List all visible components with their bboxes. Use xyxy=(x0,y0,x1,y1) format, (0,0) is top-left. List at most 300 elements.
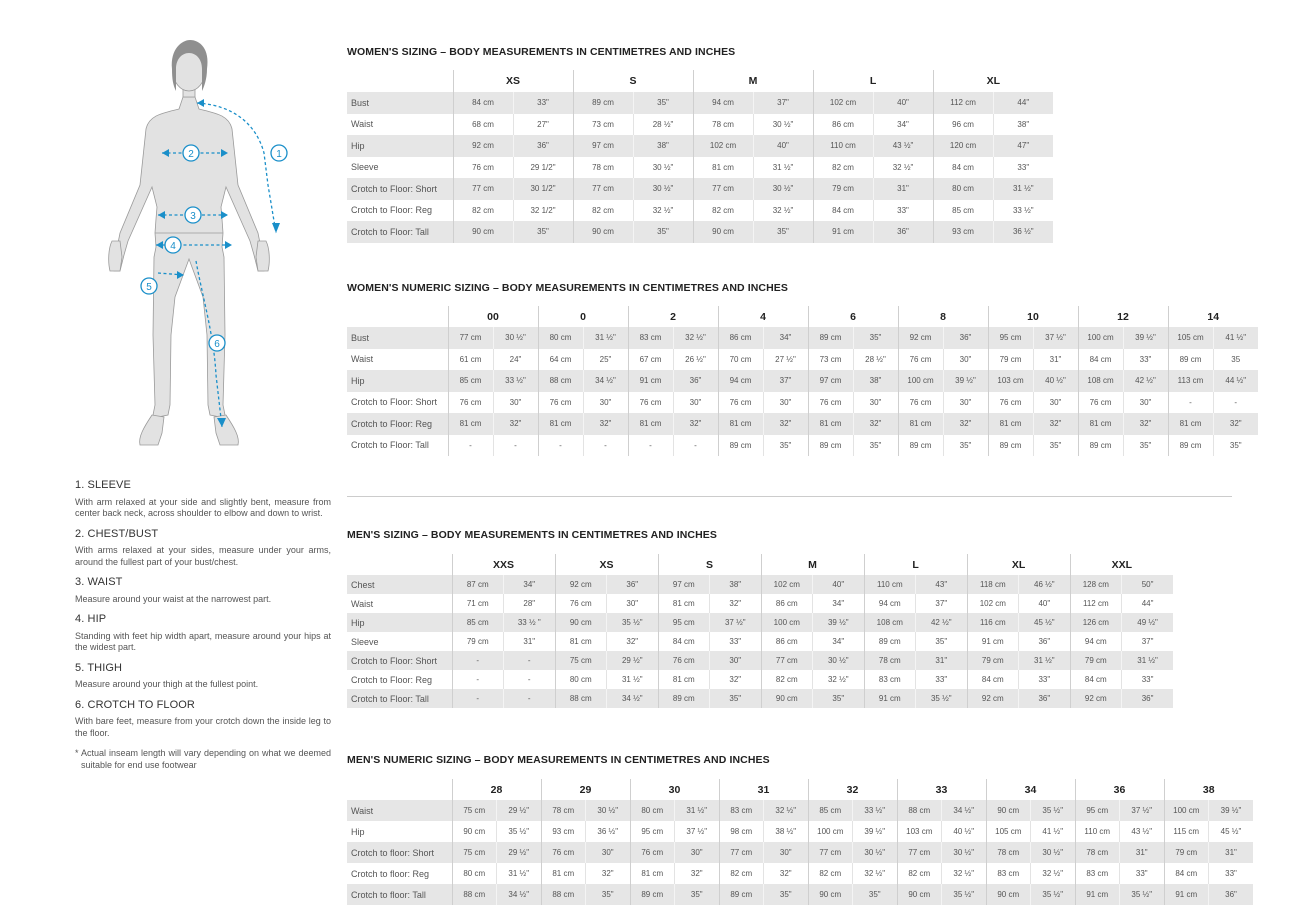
table-row xyxy=(347,349,1258,371)
table-row xyxy=(347,435,1258,457)
cell-inch: 30 ½" xyxy=(942,842,987,863)
guide-sleeve xyxy=(75,480,331,520)
cell-inch: 36" xyxy=(1019,632,1071,651)
cell-inch: 40" xyxy=(873,92,933,114)
cell-cm: 90 cm xyxy=(452,821,497,842)
cell-cm: 90 cm xyxy=(986,800,1031,821)
cell-inch: 32 ½" xyxy=(942,863,987,884)
cell-cm: 81 cm xyxy=(1168,413,1213,435)
cell-cm: 83 cm xyxy=(628,327,673,349)
cell-cm: 85 cm xyxy=(448,370,493,392)
table-row xyxy=(347,575,1173,594)
size-header: 0 xyxy=(538,306,628,327)
cell-cm: 84 cm xyxy=(1070,670,1122,689)
table-row xyxy=(347,178,1053,200)
cell-inch: 31 ½" xyxy=(583,327,628,349)
cell-inch: 29 ½" xyxy=(607,651,659,670)
cell-cm: 80 cm xyxy=(555,670,607,689)
table-row xyxy=(347,884,1253,905)
size-grid xyxy=(347,70,1053,243)
cell-inch: 35" xyxy=(1123,435,1168,457)
table-row xyxy=(347,370,1258,392)
cell-cm: 85 cm xyxy=(808,800,853,821)
section-divider xyxy=(347,496,1232,497)
cell-inch: 33 ½" xyxy=(493,370,538,392)
table-row xyxy=(347,392,1258,414)
cell-inch: 34" xyxy=(813,632,865,651)
cell-inch: 36" xyxy=(943,327,988,349)
cell-inch: 24" xyxy=(493,349,538,371)
cell-cm: 77 cm xyxy=(453,178,513,200)
cell-inch: 35 ½" xyxy=(916,689,968,708)
cell-cm: 105 cm xyxy=(1168,327,1213,349)
cell-inch: 32" xyxy=(853,413,898,435)
cell-cm: 73 cm xyxy=(808,349,853,371)
cell-inch: 28 ½" xyxy=(633,114,693,136)
cell-inch: 28" xyxy=(504,594,556,613)
table-row xyxy=(347,670,1173,689)
table-row xyxy=(347,221,1053,243)
cell-cm: 77 cm xyxy=(808,842,853,863)
cell-cm: 102 cm xyxy=(693,135,753,157)
cell-cm: 81 cm xyxy=(1078,413,1123,435)
cell-cm: 90 cm xyxy=(761,689,813,708)
womens-sizing-title: WOMEN'S SIZING – BODY MEASUREMENTS IN CENTIMETRES AND INCHES xyxy=(347,46,736,58)
table-row xyxy=(347,200,1053,222)
cell-cm: 113 cm xyxy=(1168,370,1213,392)
cell-inch: 35" xyxy=(853,327,898,349)
guide-title: 5. THIGH xyxy=(75,661,123,674)
cell-inch: 30" xyxy=(943,392,988,414)
cell-cm: 91 cm xyxy=(1075,884,1120,905)
cell-inch: 43" xyxy=(916,575,968,594)
cell-inch: 37 ½" xyxy=(1120,800,1165,821)
size-header: 38 xyxy=(1164,779,1253,800)
row-label: Waist xyxy=(347,800,452,821)
cell-inch: 35" xyxy=(1033,435,1078,457)
cell-cm: 89 cm xyxy=(1078,435,1123,457)
cell-cm: 78 cm xyxy=(693,114,753,136)
size-header: XL xyxy=(933,70,1053,92)
cell-cm: 73 cm xyxy=(573,114,633,136)
cell-inch: 38" xyxy=(710,575,762,594)
cell-inch: 32" xyxy=(673,413,718,435)
cell-cm: 100 cm xyxy=(761,613,813,632)
cell-inch: 35" xyxy=(753,221,813,243)
cell-cm: 78 cm xyxy=(573,157,633,179)
cell-cm: 84 cm xyxy=(658,632,710,651)
row-label: Waist xyxy=(351,119,374,130)
cell-inch: 32" xyxy=(764,863,809,884)
cell-cm: 77 cm xyxy=(761,651,813,670)
cell-cm: 84 cm xyxy=(967,670,1019,689)
cell-inch: 32 ½" xyxy=(1031,863,1076,884)
cell-inch: 44" xyxy=(1122,594,1174,613)
cell-cm: 67 cm xyxy=(628,349,673,371)
womens-numeric-sizing-table xyxy=(347,306,1258,456)
cell-inch: 32" xyxy=(710,670,762,689)
table-row xyxy=(347,413,1258,435)
cell-inch: 45 ½" xyxy=(1019,613,1071,632)
cell-cm: 95 cm xyxy=(630,821,675,842)
cell-inch: 28 ½" xyxy=(853,349,898,371)
table-row xyxy=(347,594,1173,613)
cell-cm: 80 cm xyxy=(933,178,993,200)
cell-inch: 30 ½" xyxy=(813,651,865,670)
size-header: 12 xyxy=(1078,306,1168,327)
cell-cm: 92 cm xyxy=(453,135,513,157)
size-grid xyxy=(347,306,1258,456)
cell-cm: 110 cm xyxy=(813,135,873,157)
cell-inch: 35 xyxy=(1213,349,1258,371)
row-label: Crotch to Floor: Tall xyxy=(347,689,452,708)
cell-cm: 81 cm xyxy=(628,413,673,435)
cell-inch: 34 ½" xyxy=(497,884,542,905)
cell-cm: 81 cm xyxy=(658,670,710,689)
cell-cm: 75 cm xyxy=(555,651,607,670)
cell-cm: 89 cm xyxy=(718,435,763,457)
cell-inch: 44" xyxy=(993,92,1053,114)
cell-inch: 32 ½" xyxy=(873,157,933,179)
size-header: XXS xyxy=(452,554,555,575)
cell-inch: 36" xyxy=(513,135,573,157)
cell-inch: 33" xyxy=(1019,670,1071,689)
cell-cm: - xyxy=(538,435,583,457)
size-header: M xyxy=(693,70,813,92)
cell-inch: 31" xyxy=(1033,349,1078,371)
cell-inch: 32 1/2" xyxy=(513,200,573,222)
size-header-row xyxy=(347,554,1173,575)
row-label: Crotch to Floor: Tall xyxy=(347,221,453,243)
cell-inch: 41 ½" xyxy=(1031,821,1076,842)
size-header: S xyxy=(658,554,761,575)
cell-inch: 35" xyxy=(513,221,573,243)
cell-inch: 30" xyxy=(583,392,628,414)
guide-title: 6. CROTCH TO FLOOR xyxy=(75,698,195,711)
cell-cm: - xyxy=(452,689,504,708)
cell-inch: 31 ½" xyxy=(1019,651,1071,670)
cell-inch: 30" xyxy=(675,842,720,863)
cell-inch: 39 ½" xyxy=(1209,800,1254,821)
size-header: 30 xyxy=(630,779,719,800)
cell-cm: 116 cm xyxy=(967,613,1019,632)
cell-cm: 76 cm xyxy=(808,392,853,414)
cell-cm: 80 cm xyxy=(538,327,583,349)
table-row xyxy=(347,92,1053,114)
cell-cm: 81 cm xyxy=(541,863,586,884)
cell-cm: 86 cm xyxy=(813,114,873,136)
size-header: S xyxy=(573,70,693,92)
cell-cm: 85 cm xyxy=(933,200,993,222)
row-label: Hip xyxy=(347,370,448,392)
cell-cm: 102 cm xyxy=(967,594,1019,613)
cell-cm: 82 cm xyxy=(693,200,753,222)
cell-inch: 32" xyxy=(675,863,720,884)
cell-inch: 43 ½" xyxy=(1120,821,1165,842)
cell-inch: 30 ½" xyxy=(633,178,693,200)
table-row xyxy=(347,689,1173,708)
row-label: Sleeve xyxy=(351,636,379,647)
cell-cm: 103 cm xyxy=(988,370,1033,392)
size-header: 14 xyxy=(1168,306,1258,327)
marker-4: 4 xyxy=(170,241,176,252)
size-header: 32 xyxy=(808,779,897,800)
cell-cm: 71 cm xyxy=(452,594,504,613)
cell-cm: 83 cm xyxy=(719,800,764,821)
row-label: Crotch to Floor: Short xyxy=(351,397,438,408)
cell-cm: 78 cm xyxy=(986,842,1031,863)
guide-text: Measure around your waist at the narrowest part. xyxy=(75,593,272,604)
cell-inch: 41 ½" xyxy=(1213,327,1258,349)
cell-cm: 76 cm xyxy=(898,349,943,371)
size-header: L xyxy=(813,70,933,92)
cell-inch: 34 ½" xyxy=(942,800,987,821)
cell-inch: 32" xyxy=(586,863,631,884)
cell-cm: 77 cm xyxy=(448,327,493,349)
cell-inch: 35 ½" xyxy=(497,821,542,842)
cell-cm: 89 cm xyxy=(573,92,633,114)
cell-cm: 76 cm xyxy=(541,842,586,863)
cell-inch: 47" xyxy=(993,135,1053,157)
cell-inch: 30 ½" xyxy=(753,178,813,200)
cell-cm: 100 cm xyxy=(1078,327,1123,349)
cell-cm: 76 cm xyxy=(898,392,943,414)
cell-cm: 90 cm xyxy=(986,884,1031,905)
cell-inch: 33" xyxy=(710,632,762,651)
cell-cm: 76 cm xyxy=(718,392,763,414)
cell-inch: 33" xyxy=(993,157,1053,179)
cell-inch: 35" xyxy=(813,689,865,708)
guide-waist xyxy=(75,577,331,605)
cell-cm: 83 cm xyxy=(986,863,1031,884)
cell-cm: 76 cm xyxy=(630,842,675,863)
cell-cm: 88 cm xyxy=(452,884,497,905)
cell-inch: 33" xyxy=(873,200,933,222)
cell-cm: 82 cm xyxy=(761,670,813,689)
cell-inch: 35 ½" xyxy=(1031,884,1076,905)
cell-inch: 32" xyxy=(943,413,988,435)
cell-inch: 34" xyxy=(813,594,865,613)
cell-cm: - xyxy=(452,670,504,689)
cell-cm: 76 cm xyxy=(453,157,513,179)
cell-inch: 26 ½" xyxy=(673,349,718,371)
cell-cm: - xyxy=(448,435,493,457)
guide-text: With arm relaxed at your side and slightly bent, measure from center back neck, across shoulder to elbow and down to wrist. xyxy=(75,496,331,518)
cell-inch: 33" xyxy=(1123,349,1168,371)
cell-cm: 112 cm xyxy=(1070,594,1122,613)
guide-thigh xyxy=(75,663,331,691)
marker-1: 1 xyxy=(276,149,282,160)
cell-cm: 94 cm xyxy=(1070,632,1122,651)
cell-cm: 89 cm xyxy=(898,435,943,457)
cell-cm: - xyxy=(628,435,673,457)
cell-cm: 82 cm xyxy=(453,200,513,222)
guide-text: Standing with feet hip width apart, measure around your hips at the widest part. xyxy=(75,630,331,652)
cell-inch: - xyxy=(493,435,538,457)
row-label: Crotch to Floor: Reg xyxy=(351,205,433,216)
cell-cm: 78 cm xyxy=(864,651,916,670)
cell-inch: 39 ½" xyxy=(943,370,988,392)
cell-cm: 78 cm xyxy=(541,800,586,821)
cell-cm: 92 cm xyxy=(1070,689,1122,708)
cell-inch: 33" xyxy=(1120,863,1165,884)
cell-cm: 80 cm xyxy=(452,863,497,884)
row-label: Crotch to floor: Short xyxy=(347,842,452,863)
cell-inch: 35 ½" xyxy=(607,613,659,632)
cell-inch: 36" xyxy=(1019,689,1071,708)
cell-cm: 85 cm xyxy=(452,613,504,632)
cell-inch: 32 ½" xyxy=(764,800,809,821)
cell-cm: 89 cm xyxy=(864,632,916,651)
cell-cm: 79 cm xyxy=(452,632,504,651)
cell-cm: 90 cm xyxy=(453,221,513,243)
guide-title: 2. CHEST/BUST xyxy=(75,527,159,540)
cell-cm: 81 cm xyxy=(898,413,943,435)
cell-inch: 32" xyxy=(1213,413,1258,435)
size-header: L xyxy=(864,554,967,575)
mens-sizing-table xyxy=(347,554,1173,708)
cell-cm: 82 cm xyxy=(573,200,633,222)
cell-cm: 77 cm xyxy=(719,842,764,863)
row-label: Waist xyxy=(351,598,374,609)
cell-inch: 30 ½" xyxy=(1031,842,1076,863)
cell-cm: 80 cm xyxy=(630,800,675,821)
cell-inch: 29 ½" xyxy=(497,842,542,863)
size-header: M xyxy=(761,554,864,575)
cell-cm: 90 cm xyxy=(897,884,942,905)
cell-inch: 30" xyxy=(710,651,762,670)
cell-inch: 35" xyxy=(1213,435,1258,457)
cell-cm: 90 cm xyxy=(573,221,633,243)
cell-cm: 70 cm xyxy=(718,349,763,371)
cell-cm: 89 cm xyxy=(988,435,1033,457)
size-header: 36 xyxy=(1075,779,1164,800)
cell-inch: 32" xyxy=(607,632,659,651)
cell-cm: 105 cm xyxy=(986,821,1031,842)
cell-cm: 77 cm xyxy=(693,178,753,200)
cell-cm: 79 cm xyxy=(967,651,1019,670)
cell-cm: 94 cm xyxy=(693,92,753,114)
cell-inch: 31 ½" xyxy=(993,178,1053,200)
cell-inch: 30" xyxy=(943,349,988,371)
cell-cm: 84 cm xyxy=(1164,863,1209,884)
cell-inch: 42 ½" xyxy=(916,613,968,632)
cell-cm: 83 cm xyxy=(1075,863,1120,884)
cell-inch: 36" xyxy=(873,221,933,243)
table-row xyxy=(347,863,1253,884)
guide-text: With bare feet, measure from your crotch down the inside leg to the floor. xyxy=(75,716,331,738)
cell-inch: 34" xyxy=(873,114,933,136)
cell-inch: 31 ½" xyxy=(497,863,542,884)
cell-inch: 34" xyxy=(763,327,808,349)
cell-inch: 35" xyxy=(763,435,808,457)
size-grid xyxy=(347,554,1173,708)
cell-cm: 91 cm xyxy=(864,689,916,708)
cell-inch: 30" xyxy=(763,392,808,414)
size-header: 34 xyxy=(986,779,1075,800)
cell-inch: 31" xyxy=(504,632,556,651)
table-row xyxy=(347,613,1173,632)
cell-cm: 76 cm xyxy=(448,392,493,414)
size-header: 4 xyxy=(718,306,808,327)
cell-cm: - xyxy=(1168,392,1213,414)
cell-inch: 31 ½" xyxy=(675,800,720,821)
cell-inch: 32" xyxy=(493,413,538,435)
cell-inch: 32 ½" xyxy=(853,863,898,884)
cell-cm: 93 cm xyxy=(933,221,993,243)
cell-inch: 29 1/2" xyxy=(513,157,573,179)
row-label: Crotch to Floor: Reg xyxy=(351,674,433,685)
cell-cm: 89 cm xyxy=(658,689,710,708)
cell-inch: 30 ½" xyxy=(753,114,813,136)
cell-inch: 49 ½" xyxy=(1122,613,1174,632)
cell-cm: 128 cm xyxy=(1070,575,1122,594)
cell-cm: - xyxy=(452,651,504,670)
cell-cm: 82 cm xyxy=(897,863,942,884)
size-header: XXL xyxy=(1070,554,1173,575)
cell-cm: 87 cm xyxy=(452,575,504,594)
cell-cm: 96 cm xyxy=(933,114,993,136)
cell-cm: 91 cm xyxy=(1164,884,1209,905)
size-header-row xyxy=(347,70,1053,92)
cell-cm: 89 cm xyxy=(719,884,764,905)
cell-inch: 42 ½" xyxy=(1123,370,1168,392)
guide-chest-bust xyxy=(75,529,331,569)
cell-cm: 81 cm xyxy=(555,632,607,651)
marker-3: 3 xyxy=(190,211,196,222)
size-header: 6 xyxy=(808,306,898,327)
cell-inch: 32" xyxy=(583,413,628,435)
cell-inch: 30 ½" xyxy=(493,327,538,349)
cell-inch: 40 ½" xyxy=(1033,370,1078,392)
cell-cm: 75 cm xyxy=(452,800,497,821)
cell-inch: 37" xyxy=(1122,632,1174,651)
cell-cm: 103 cm xyxy=(897,821,942,842)
cell-cm: 81 cm xyxy=(658,594,710,613)
cell-cm: 89 cm xyxy=(1168,435,1213,457)
inseam-note: * Actual inseam length will vary depending on what we deemed suitable for end use footwear xyxy=(75,748,331,770)
row-label: Waist xyxy=(351,354,374,365)
cell-inch: 36" xyxy=(1209,884,1254,905)
cell-inch: 30 ½" xyxy=(586,800,631,821)
cell-cm: 82 cm xyxy=(813,157,873,179)
cell-cm: 82 cm xyxy=(719,863,764,884)
table-row xyxy=(347,632,1173,651)
cell-cm: 100 cm xyxy=(808,821,853,842)
cell-inch: 40" xyxy=(753,135,813,157)
cell-inch: 30" xyxy=(764,842,809,863)
cell-cm: 102 cm xyxy=(761,575,813,594)
size-header: 28 xyxy=(452,779,541,800)
cell-cm: 83 cm xyxy=(864,670,916,689)
guide-title: 3. WAIST xyxy=(75,576,123,588)
cell-inch: 39 ½" xyxy=(1123,327,1168,349)
cell-cm: 61 cm xyxy=(448,349,493,371)
cell-inch: 32 ½" xyxy=(753,200,813,222)
cell-inch: 27" xyxy=(513,114,573,136)
row-label: Crotch to Floor: Short xyxy=(347,651,452,670)
cell-inch: 37 ½" xyxy=(710,613,762,632)
cell-cm: 88 cm xyxy=(541,884,586,905)
cell-cm: 100 cm xyxy=(898,370,943,392)
cell-cm: 91 cm xyxy=(967,632,1019,651)
cell-inch: 44 ½" xyxy=(1213,370,1258,392)
cell-cm: 79 cm xyxy=(1070,651,1122,670)
cell-inch: - xyxy=(504,670,556,689)
row-label: Crotch to floor: Reg xyxy=(351,868,430,879)
cell-cm: 118 cm xyxy=(967,575,1019,594)
cell-cm: 102 cm xyxy=(813,92,873,114)
